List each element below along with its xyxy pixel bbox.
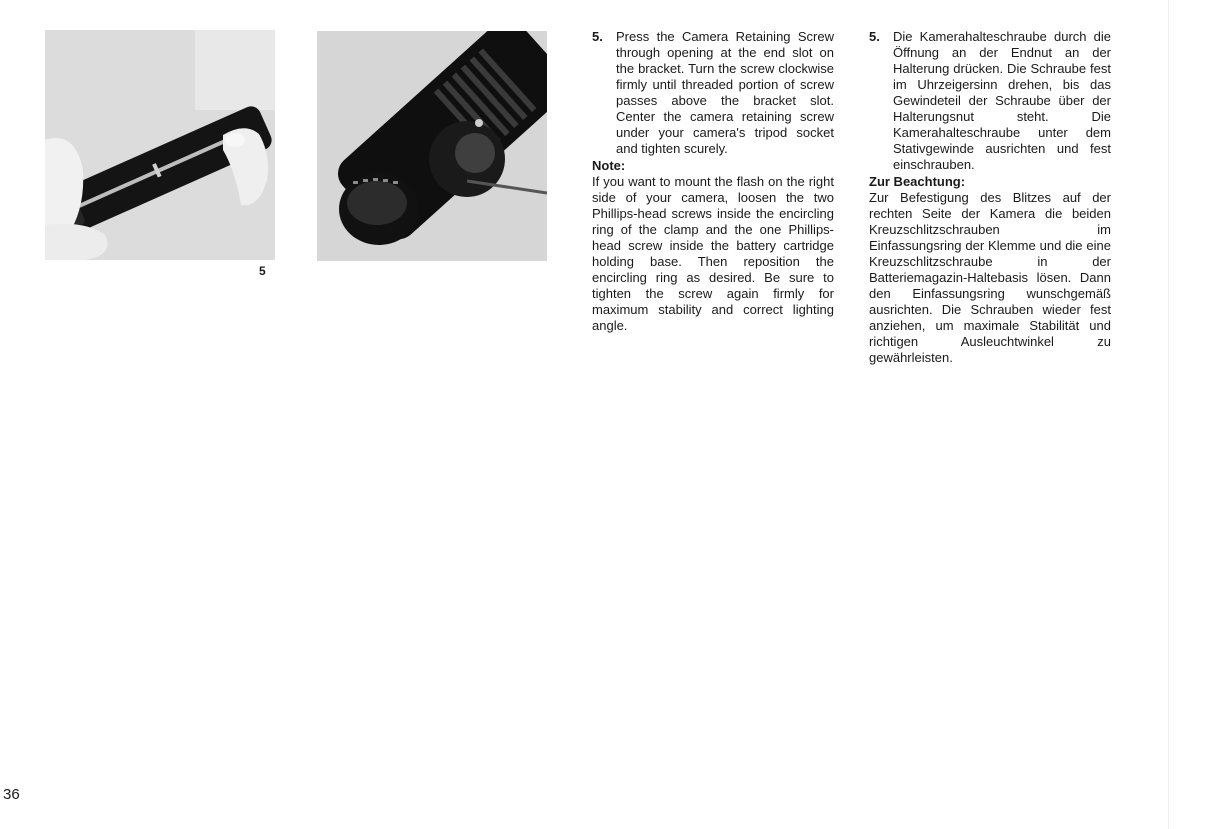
english-step-text: Press the Camera Retaining Screw through opening at the end slot on the bracket. Turn the screw clockwise firmly until threaded portion of screw passes above the bracket slot. Center the camera retaining screw under your camera's tripod socket and tighten scurely. bbox=[616, 29, 834, 156]
bracket-photo bbox=[45, 30, 275, 260]
english-step bbox=[592, 29, 834, 157]
german-column bbox=[869, 29, 1111, 366]
english-note-title: Note: bbox=[592, 158, 626, 173]
page-number: 36 bbox=[3, 786, 20, 803]
english-step-number: 5. bbox=[592, 29, 603, 44]
german-note-title: Zur Beachtung: bbox=[869, 174, 966, 189]
german-note-text: Zur Befestigung des Blitzes auf der rechten Seite der Kamera die beiden Kreuzschlitzschrauben im Einfassungsring der Klemme und die eine Kreuzschlitzschraube in der Batteriemagazin-Haltebasis lösen. Dann den Einfassungsring wunschgemäß ausrichten. Die Schrauben wieder fest anziehen, um maximale Stabilität und richtigen Ausleuchtwinkel zu gewährleisten. bbox=[869, 190, 1111, 365]
german-step-text: Die Kamerahalteschraube durch die Öffnung an der Endnut an der Halterung drücken. Die Schraube fest im Uhrzeigersinn drehen, bis das Gewindeteil der Schraube über der Halterungsnut steht. Die Kamerahalteschraube unter dem Stativgewinde ausrichten und fest einschrauben. bbox=[893, 29, 1111, 172]
english-note-text: If you want to mount the flash on the right side of your camera, loosen the two Phillips-head screws inside the encircling ring of the clamp and the one Phillips-head screw inside the battery cartridge holding base. Then reposition the encircling ring as desired. Be sure to tighten the screw again firmly for maximum stability and correct lighting angle. bbox=[592, 174, 834, 333]
german-step-number: 5. bbox=[869, 29, 880, 44]
flash-head-photo bbox=[317, 31, 547, 261]
german-step bbox=[869, 29, 1111, 173]
page-edge-divider bbox=[1168, 0, 1169, 829]
figure-label: 5 bbox=[259, 264, 266, 278]
english-column bbox=[592, 29, 834, 334]
